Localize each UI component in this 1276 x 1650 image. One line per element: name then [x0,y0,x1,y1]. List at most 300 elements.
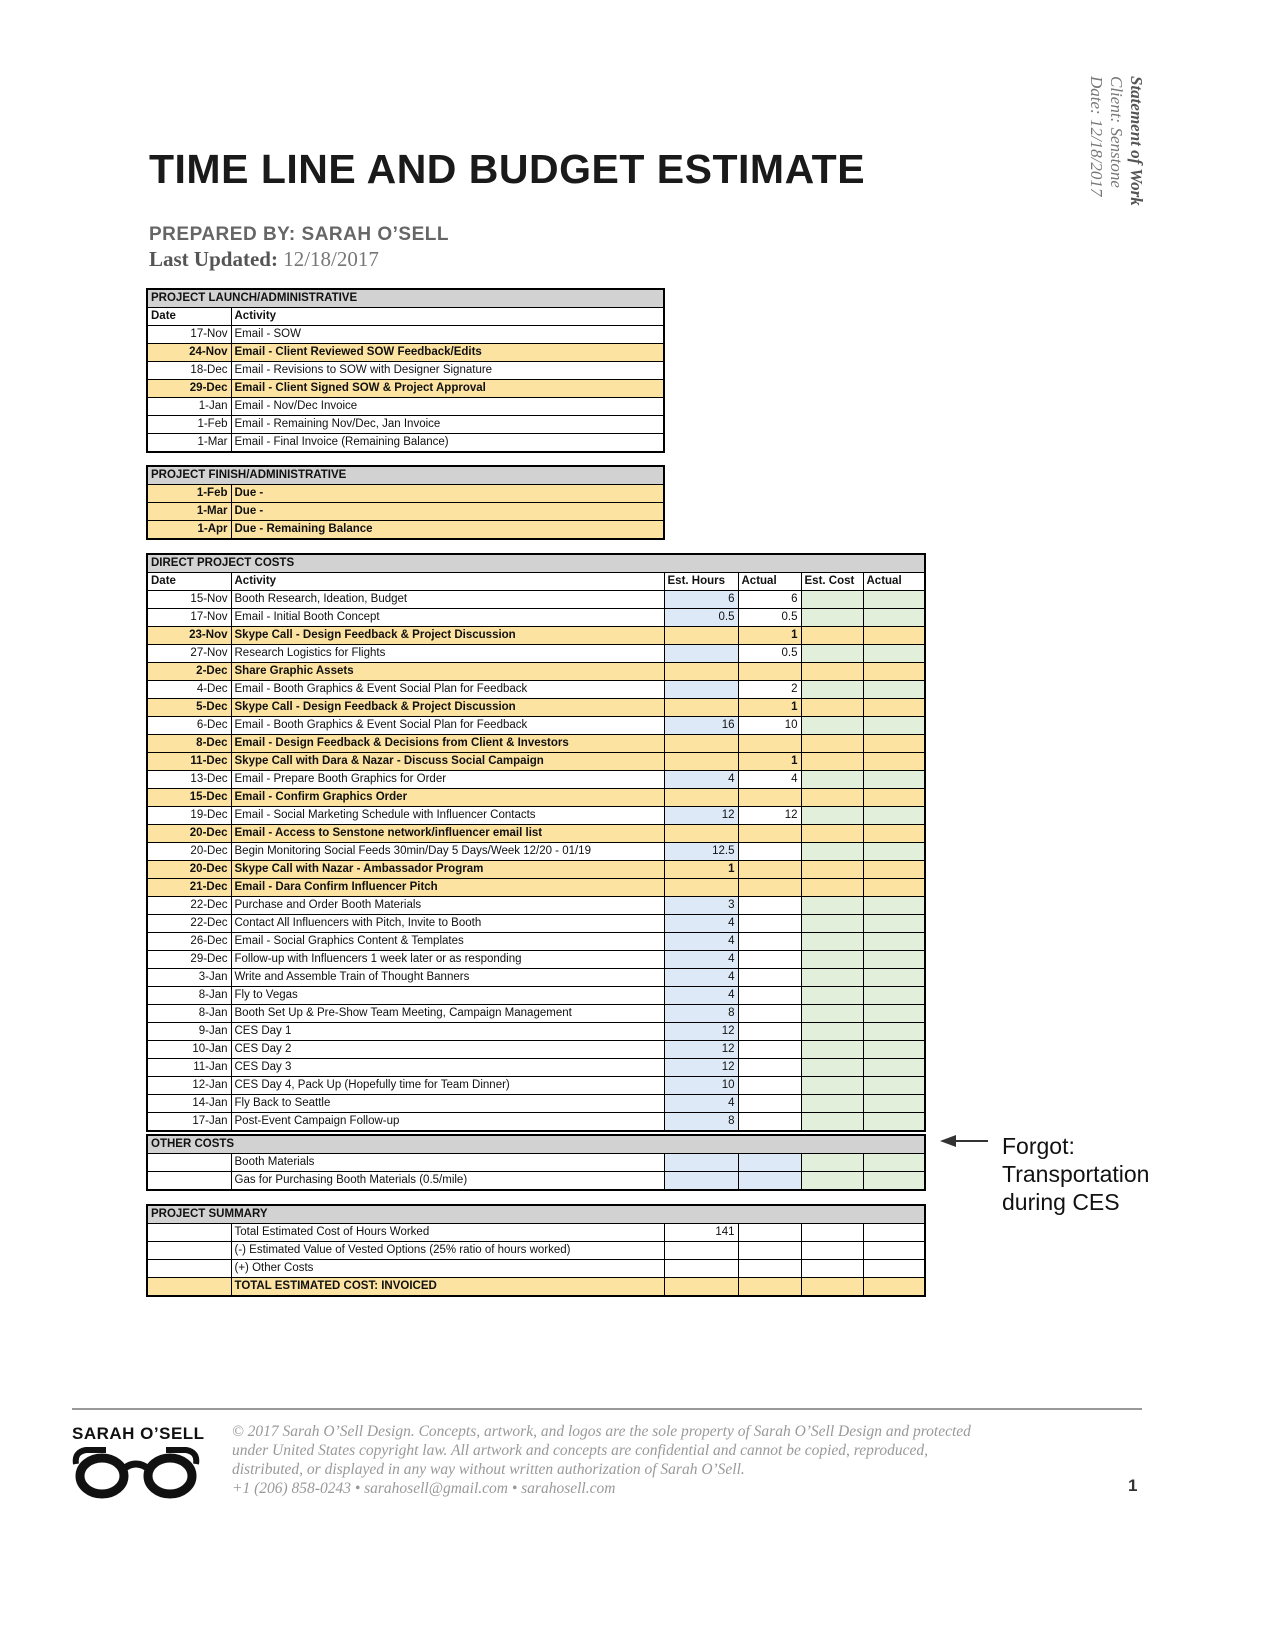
row-actual-cost [863,591,925,609]
row-date: 20-Dec [147,825,231,843]
table-row [147,344,664,362]
row-date: 11-Jan [147,1059,231,1077]
row-est-cost [801,807,863,825]
row-date [147,1242,231,1260]
statement-label: Statement of Work [1127,76,1146,206]
row-actual-cost [863,1172,925,1191]
row-est-cost [801,1260,863,1278]
actual-cost-header: Actual [863,573,925,591]
table-row [147,326,664,344]
table-row [147,771,925,789]
row-activity: Booth Materials [231,1154,664,1172]
date-label: Date: 12/18/2017 [1087,76,1106,197]
table-row [147,789,925,807]
legal-line-1: © 2017 Sarah O’Sell Design. Concepts, artwork, and logos are the sole property of Sarah O’Sell Design and protected [232,1423,971,1440]
table-row [147,699,925,717]
row-activity: Share Graphic Assets [231,663,664,681]
row-date: 9-Jan [147,1023,231,1041]
row-est-hours: 1 [664,861,738,879]
row-est-cost [801,591,863,609]
row-actual-cost [863,1095,925,1113]
row-est-cost [801,1041,863,1059]
row-date: 10-Jan [147,1041,231,1059]
row-actual-hours [738,1154,801,1172]
row-actual-hours: 1 [738,753,801,771]
row-est-cost [801,645,863,663]
launch-title: PROJECT LAUNCH/ADMINISTRATIVE [147,289,664,308]
table-row [147,915,925,933]
row-activity: Due - Remaining Balance [231,521,664,540]
table-row [147,1023,925,1041]
row-est-cost [801,861,863,879]
row-est-hours: 12 [664,1041,738,1059]
row-est-cost [801,825,863,843]
row-actual-hours [738,1077,801,1095]
row-est-hours: 6 [664,591,738,609]
row-activity: (+) Other Costs [231,1260,664,1278]
row-actual-hours: 0.5 [738,609,801,627]
row-activity: Email - SOW [231,326,664,344]
row-actual-cost [863,645,925,663]
row-activity: CES Day 3 [231,1059,664,1077]
row-activity: Email - Confirm Graphics Order [231,789,664,807]
note-line-1: Forgot: [1002,1133,1075,1159]
row-est-hours [664,753,738,771]
row-est-cost [801,627,863,645]
row-est-cost [801,681,863,699]
row-activity: CES Day 4, Pack Up (Hopefully time for Team Dinner) [231,1077,664,1095]
row-actual-hours [738,1278,801,1297]
note-line-2: Transportation [1002,1161,1150,1187]
row-actual-hours [738,1260,801,1278]
last-updated-value: 12/18/2017 [283,247,379,271]
finish-table [146,465,665,540]
row-actual-cost [863,627,925,645]
prepared-by: PREPARED BY: SARAH O’SELL [149,224,449,245]
table-row [147,969,925,987]
row-activity: Total Estimated Cost of Hours Worked [231,1224,664,1242]
row-actual-cost [863,1041,925,1059]
row-actual-hours: 6 [738,591,801,609]
row-activity: Email - Nov/Dec Invoice [231,398,664,416]
other-title: OTHER COSTS [147,1135,925,1154]
row-actual-hours [738,825,801,843]
row-actual-cost [863,897,925,915]
table-row [147,1154,925,1172]
table-row [147,398,664,416]
row-date [147,1154,231,1172]
row-actual-hours: 12 [738,807,801,825]
row-activity: Email - Access to Senstone network/influencer email list [231,825,664,843]
row-actual-hours [738,1113,801,1132]
row-actual-cost [863,1278,925,1297]
table-row [147,1224,925,1242]
row-activity: CES Day 1 [231,1023,664,1041]
row-date: 8-Jan [147,987,231,1005]
row-date: 11-Dec [147,753,231,771]
table-row [147,434,664,453]
row-est-cost [801,753,863,771]
row-actual-hours: 1 [738,627,801,645]
row-est-hours: 4 [664,969,738,987]
row-est-cost [801,735,863,753]
row-actual-hours [738,1242,801,1260]
row-actual-hours [738,843,801,861]
legal-line-3: distributed, or displayed in any way without written authorization of Sarah O’Sell. [232,1461,745,1478]
actual-hours-header: Actual [738,573,801,591]
finish-title: PROJECT FINISH/ADMINISTRATIVE [147,466,664,485]
row-est-hours: 12 [664,1059,738,1077]
launch-date-header: Date [147,308,231,326]
row-actual-cost [863,1005,925,1023]
last-updated [149,247,379,272]
row-actual-hours: 4 [738,771,801,789]
row-date: 6-Dec [147,717,231,735]
row-est-hours: 12 [664,1023,738,1041]
row-date [147,1224,231,1242]
row-activity: TOTAL ESTIMATED COST: INVOICED [231,1278,664,1297]
est-cost-header: Est. Cost [801,573,863,591]
row-activity: Email - Booth Graphics & Event Social Plan for Feedback [231,717,664,735]
row-date: 17-Nov [147,326,231,344]
row-actual-cost [863,843,925,861]
row-est-cost [801,1154,863,1172]
row-est-cost [801,699,863,717]
row-activity: Booth Set Up & Pre-Show Team Meeting, Campaign Management [231,1005,664,1023]
statement-sidebar [1086,76,1146,206]
row-date: 12-Jan [147,1077,231,1095]
row-actual-cost [863,735,925,753]
row-activity: Email - Final Invoice (Remaining Balance) [231,434,664,453]
row-activity: Booth Research, Ideation, Budget [231,591,664,609]
row-actual-cost [863,951,925,969]
row-est-cost [801,1278,863,1297]
table-row [147,1059,925,1077]
footer-logo-text: SARAH O’SELL [72,1424,205,1443]
row-actual-cost [863,879,925,897]
row-date: 15-Nov [147,591,231,609]
row-activity: Purchase and Order Booth Materials [231,897,664,915]
row-est-hours [664,663,738,681]
table-row [147,1095,925,1113]
table-row [147,897,925,915]
row-actual-cost [863,933,925,951]
row-est-cost [801,1242,863,1260]
row-actual-hours: 2 [738,681,801,699]
table-row [147,879,925,897]
row-activity: Skype Call - Design Feedback & Project Discussion [231,699,664,717]
row-activity: Email - Initial Booth Concept [231,609,664,627]
row-activity: Post-Event Campaign Follow-up [231,1113,664,1132]
row-date: 17-Nov [147,609,231,627]
row-est-cost [801,771,863,789]
row-est-hours: 141 [664,1224,738,1242]
summary-title: PROJECT SUMMARY [147,1205,925,1224]
row-actual-cost [863,969,925,987]
row-date: 8-Dec [147,735,231,753]
page-number: 1 [1128,1476,1138,1495]
row-est-hours: 10 [664,1077,738,1095]
row-actual-hours [738,987,801,1005]
row-est-hours: 8 [664,1005,738,1023]
other-costs-table [146,1134,926,1191]
direct-costs-table [146,553,926,1132]
row-actual-cost [863,789,925,807]
glasses-logo-icon [72,1444,200,1500]
row-est-hours [664,627,738,645]
table-row [147,591,925,609]
row-activity: Research Logistics for Flights [231,645,664,663]
table-row [147,717,925,735]
row-est-cost [801,663,863,681]
table-row [147,1113,925,1132]
row-actual-hours [738,1172,801,1191]
row-activity: Write and Assemble Train of Thought Banners [231,969,664,987]
row-actual-hours [738,735,801,753]
row-est-cost [801,951,863,969]
row-activity: Email - Booth Graphics & Event Social Plan for Feedback [231,681,664,699]
row-actual-hours: 0.5 [738,645,801,663]
row-date [147,1278,231,1297]
row-est-cost [801,897,863,915]
row-actual-hours [738,969,801,987]
row-actual-hours: 1 [738,699,801,717]
row-est-hours [664,789,738,807]
row-date: 1-Mar [147,503,231,521]
note-line-3: during CES [1002,1189,1120,1215]
row-date: 3-Jan [147,969,231,987]
row-est-hours [664,879,738,897]
row-est-hours: 16 [664,717,738,735]
contact-line: +1 (206) 858-0243 • sarahosell@gmail.com • sarahosell.com [232,1480,616,1497]
row-est-cost [801,915,863,933]
row-est-hours: 4 [664,1095,738,1113]
row-activity: (-) Estimated Value of Vested Options (25% ratio of hours worked) [231,1242,664,1260]
legal-notice [232,1422,1092,1498]
row-activity: Contact All Influencers with Pitch, Invite to Booth [231,915,664,933]
table-row [147,380,664,398]
row-date: 1-Feb [147,416,231,434]
table-row [147,663,925,681]
row-actual-cost [863,915,925,933]
row-date: 20-Dec [147,843,231,861]
row-date: 18-Dec [147,362,231,380]
row-actual-cost [863,663,925,681]
table-row [147,627,925,645]
row-est-cost [801,789,863,807]
row-est-cost [801,609,863,627]
row-activity: CES Day 2 [231,1041,664,1059]
row-actual-cost [863,699,925,717]
row-est-cost [801,1023,863,1041]
row-est-hours [664,1260,738,1278]
row-actual-hours [738,861,801,879]
row-activity: Due - [231,485,664,503]
row-activity: Gas for Purchasing Booth Materials (0.5/mile) [231,1172,664,1191]
row-activity: Follow-up with Influencers 1 week later or as responding [231,951,664,969]
row-est-cost [801,717,863,735]
last-updated-label: Last Updated: [149,247,278,271]
row-date: 29-Dec [147,951,231,969]
row-date: 4-Dec [147,681,231,699]
row-activity: Fly to Vegas [231,987,664,1005]
row-date [147,1260,231,1278]
row-date: 26-Dec [147,933,231,951]
row-activity: Skype Call with Dara & Nazar - Discuss Social Campaign [231,753,664,771]
row-date: 5-Dec [147,699,231,717]
row-actual-cost [863,1242,925,1260]
footer-divider [72,1408,1142,1410]
table-row [147,735,925,753]
row-activity: Email - Prepare Booth Graphics for Order [231,771,664,789]
row-date: 20-Dec [147,861,231,879]
row-est-hours [664,825,738,843]
row-actual-cost [863,717,925,735]
row-est-hours: 4 [664,915,738,933]
row-actual-cost [863,1260,925,1278]
row-actual-hours [738,897,801,915]
table-row [147,861,925,879]
row-est-hours: 4 [664,933,738,951]
row-est-cost [801,969,863,987]
row-actual-hours [738,915,801,933]
row-est-cost [801,1005,863,1023]
table-row [147,843,925,861]
row-actual-cost [863,681,925,699]
row-activity: Skype Call with Nazar - Ambassador Program [231,861,664,879]
row-date: 24-Nov [147,344,231,362]
row-date: 21-Dec [147,879,231,897]
row-est-cost [801,1059,863,1077]
row-est-cost [801,843,863,861]
row-activity: Skype Call - Design Feedback & Project Discussion [231,627,664,645]
row-est-hours: 12 [664,807,738,825]
table-row [147,485,664,503]
row-est-hours: 4 [664,951,738,969]
row-actual-hours [738,1059,801,1077]
row-est-hours [664,645,738,663]
row-actual-hours [738,1041,801,1059]
row-est-cost [801,1077,863,1095]
row-date: 1-Mar [147,434,231,453]
est-hours-header: Est. Hours [664,573,738,591]
row-est-cost [801,1224,863,1242]
row-activity: Email - Design Feedback & Decisions from Client & Investors [231,735,664,753]
row-actual-hours [738,663,801,681]
row-date: 19-Dec [147,807,231,825]
table-row [147,521,664,540]
row-actual-cost [863,609,925,627]
row-date: 8-Jan [147,1005,231,1023]
table-row [147,503,664,521]
direct-title: DIRECT PROJECT COSTS [147,554,925,573]
row-est-cost [801,1113,863,1132]
row-date: 1-Jan [147,398,231,416]
row-est-cost [801,1172,863,1191]
table-row [147,1172,925,1191]
row-est-hours: 4 [664,771,738,789]
row-est-hours: 3 [664,897,738,915]
row-est-hours [664,1242,738,1260]
row-activity: Fly Back to Seattle [231,1095,664,1113]
table-row [147,609,925,627]
row-date [147,1172,231,1191]
row-actual-hours [738,1224,801,1242]
row-actual-cost [863,1224,925,1242]
row-activity: Email - Dara Confirm Influencer Pitch [231,879,664,897]
table-row [147,1077,925,1095]
table-row [147,416,664,434]
row-est-cost [801,879,863,897]
table-row [147,807,925,825]
page-title: TIME LINE AND BUDGET ESTIMATE [149,146,866,192]
row-est-hours [664,1172,738,1191]
row-actual-hours: 10 [738,717,801,735]
table-row [147,753,925,771]
row-date: 23-Nov [147,627,231,645]
row-actual-cost [863,1154,925,1172]
table-row [147,951,925,969]
row-date: 13-Dec [147,771,231,789]
row-est-hours: 12.5 [664,843,738,861]
row-date: 15-Dec [147,789,231,807]
row-activity: Email - Social Graphics Content & Templates [231,933,664,951]
row-est-hours [664,699,738,717]
row-activity: Email - Client Signed SOW & Project Approval [231,380,664,398]
row-date: 29-Dec [147,380,231,398]
row-est-hours [664,1154,738,1172]
row-est-hours: 4 [664,987,738,1005]
launch-table [146,288,665,453]
row-actual-hours [738,1023,801,1041]
row-date: 1-Apr [147,521,231,540]
row-est-hours [664,735,738,753]
row-actual-hours [738,789,801,807]
forgot-note [1002,1132,1149,1216]
row-est-cost [801,987,863,1005]
arrow-left-icon [940,1130,990,1154]
row-est-cost [801,933,863,951]
client-label: Client: Senstone [1107,76,1126,188]
legal-line-2: under United States copyright law. All artwork and concepts are confidential and cannot be copied, reproduced, [232,1442,928,1459]
row-actual-hours [738,1005,801,1023]
table-row [147,933,925,951]
direct-activity-header: Activity [231,573,664,591]
row-activity: Email - Revisions to SOW with Designer Signature [231,362,664,380]
row-actual-cost [863,771,925,789]
table-row [147,825,925,843]
row-est-hours [664,1278,738,1297]
row-actual-hours [738,933,801,951]
row-actual-cost [863,987,925,1005]
row-actual-cost [863,753,925,771]
row-actual-cost [863,807,925,825]
row-activity: Email - Client Reviewed SOW Feedback/Edits [231,344,664,362]
row-actual-cost [863,1077,925,1095]
row-date: 22-Dec [147,897,231,915]
row-actual-hours [738,879,801,897]
row-activity: Email - Social Marketing Schedule with Influencer Contacts [231,807,664,825]
table-row [147,1278,925,1297]
row-actual-cost [863,861,925,879]
table-row [147,1242,925,1260]
row-date: 22-Dec [147,915,231,933]
row-activity: Begin Monitoring Social Feeds 30min/Day 5 Days/Week 12/20 - 01/19 [231,843,664,861]
row-date: 14-Jan [147,1095,231,1113]
row-activity: Email - Remaining Nov/Dec, Jan Invoice [231,416,664,434]
row-date: 1-Feb [147,485,231,503]
row-actual-cost [863,825,925,843]
